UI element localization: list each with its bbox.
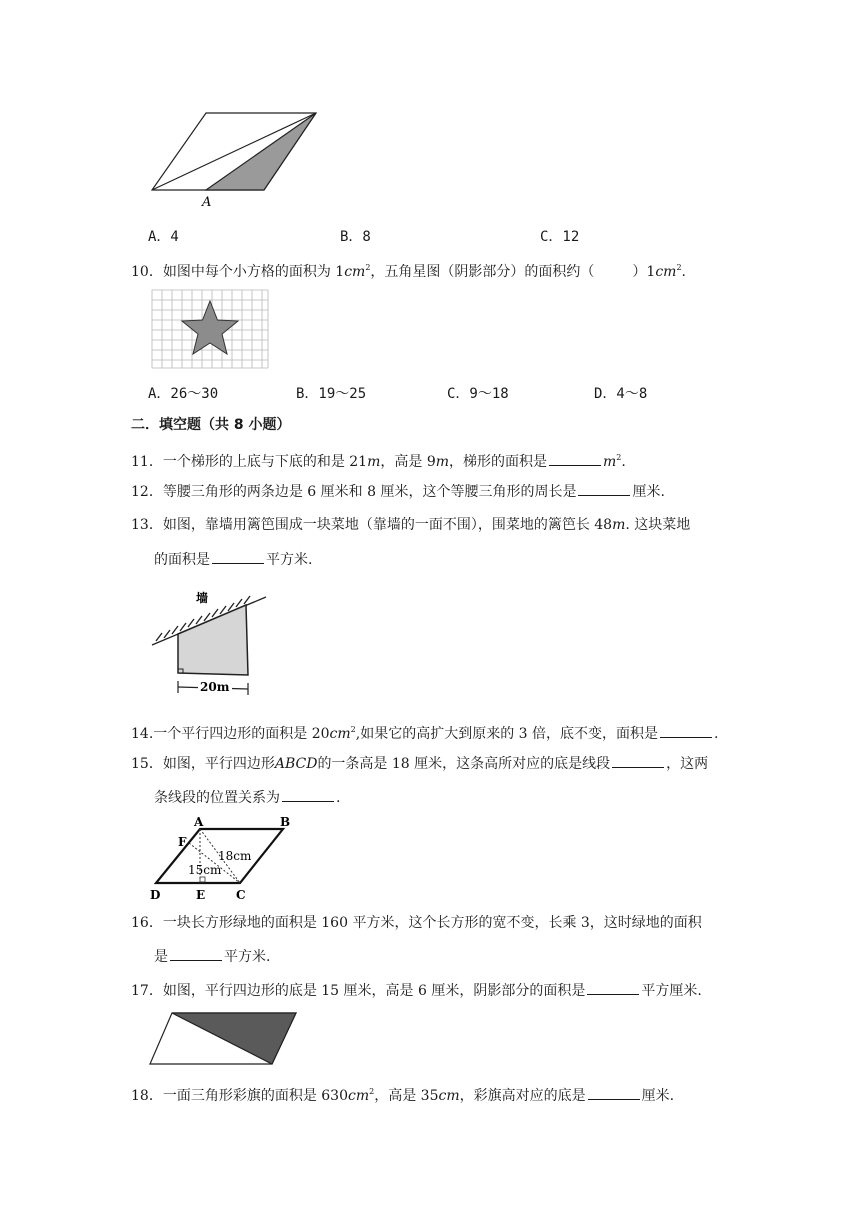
q18-answer-blank[interactable]	[588, 1085, 640, 1100]
q16-answer-blank[interactable]	[170, 946, 222, 961]
q15-label-c: C	[236, 888, 246, 902]
q9-point-a-label: A	[202, 195, 212, 210]
q12-question: 12．等腰三角形的两条边是 6 厘米和 8 厘米，这个等腰三角形的周长是 厘米.	[131, 481, 665, 502]
q15-height-15: 15cm	[188, 863, 222, 877]
q15-answer-blank-2[interactable]	[282, 787, 334, 802]
q13-garden-figure	[148, 585, 270, 703]
q15-label-d: D	[150, 888, 161, 902]
q15-answer-blank-1[interactable]	[612, 753, 664, 768]
q16-question-line2: 是 平方米.	[154, 946, 270, 967]
q10-question: 10．如图中每个小方格的面积为 $1cm^2$，五角星图（阴影部分）的面积约（ ）$1cm^2$.	[131, 263, 686, 280]
q18-question: 18．一面三角形彩旗的面积是 $630cm^2$，高是 35cm，彩旗高对应的底是 厘米.	[131, 1087, 675, 1104]
q10-option-b: B．19～25	[296, 386, 367, 402]
q15-height-18: 18cm	[218, 849, 252, 863]
q17-answer-blank[interactable]	[587, 980, 639, 995]
q11-question: 11．一个梯形的上底与下底的和是 21m，高是 9m，梯形的面积是 $m^2$.	[131, 453, 626, 470]
q13-question-line2: 的面积是 平方米.	[154, 549, 312, 570]
q12-answer-blank[interactable]	[578, 481, 630, 496]
q10-option-d: D．4～8	[594, 386, 648, 402]
q17-question: 17．如图，平行四边形的底是 15 厘米，高是 6 厘米，阴影部分的面积是 平方厘米.	[131, 980, 702, 1001]
q10-grid-figure	[150, 288, 270, 370]
q15-question-line1: 15．如图，平行四边形ABCD的一条高是 18 厘米，这条高所对应的底是线段 ，这两	[131, 753, 708, 774]
q15-label-e: E	[196, 888, 206, 902]
q10-star-shape	[182, 301, 238, 354]
q15-question-line2: 条线段的位置关系为 .	[154, 787, 340, 808]
q14-answer-blank[interactable]	[660, 723, 712, 738]
q9-option-a: A．4	[148, 229, 179, 245]
q13-width-label: 20m	[200, 680, 230, 694]
q10-option-a: A．26～30	[148, 386, 219, 402]
q16-question-line1: 16．一块长方形绿地的面积是 160 平方米，这个长方形的宽不变，长乘 3，这时绿地的面积	[131, 915, 702, 931]
q15-parallelogram-figure	[148, 812, 296, 904]
q13-question-line1: 13．如图，靠墙用篱笆围成一块菜地（靠墙的一面不围），围菜地的篱笆长 48m. 这块菜地	[131, 517, 691, 533]
q9-option-b: B．8	[340, 229, 371, 245]
q13-wall-label: 墙	[196, 591, 209, 605]
q9-option-c: C．12	[540, 229, 580, 245]
q13-answer-blank[interactable]	[212, 549, 264, 564]
q14-question: 14.一个平行四边形的面积是 $20cm^2$,如果它的高扩大到原来的 3 倍，底不变，面积是 .	[131, 725, 719, 742]
q15-label-b: B	[280, 815, 291, 829]
q10-option-c: C．9～18	[447, 386, 509, 402]
q9-figure	[148, 108, 328, 210]
q17-figure	[148, 1010, 300, 1068]
q11-answer-blank[interactable]	[549, 451, 601, 466]
q15-label-a: A	[194, 815, 204, 829]
q15-label-f: F	[178, 835, 187, 849]
section-2-title: 二．填空题（共 8 小题）	[131, 417, 291, 433]
